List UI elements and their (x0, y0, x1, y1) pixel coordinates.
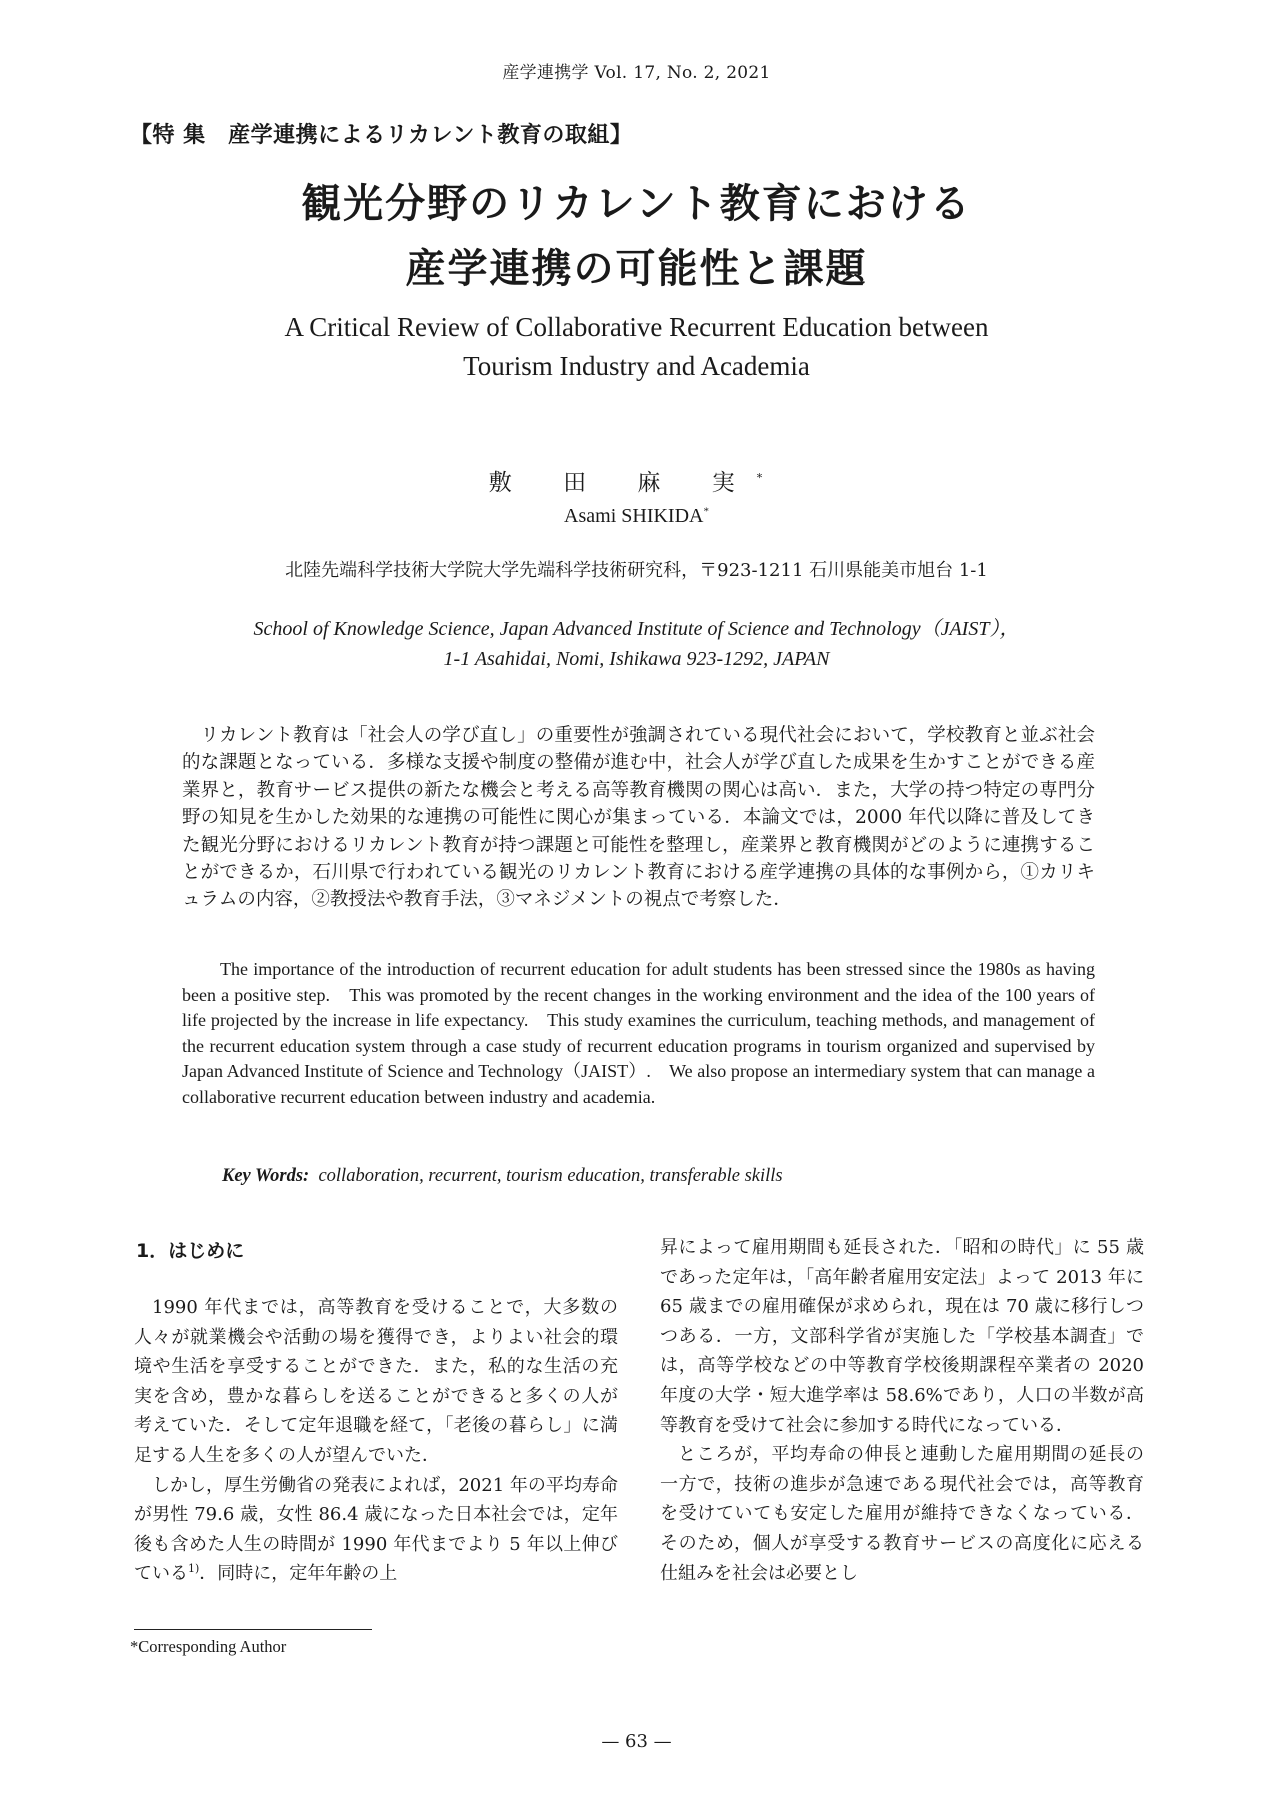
page-number: — 63 — (601, 1731, 672, 1752)
keywords-label: Key Words: (222, 1166, 310, 1186)
affiliation-en-line2: 1-1 Asahidai, Nomi, Ishikawa 923-1292, JAPAN (443, 648, 830, 670)
running-head: 産学連携学 Vol. 17, No. 2, 2021 (502, 63, 771, 83)
author-name-ja (0, 464, 1273, 497)
abstract-ja-text: リカレント教育は「社会人の学び直し」の重要性が強調されている現代社会において，学校教育と並ぶ社会的な課題となっている．多様な支援や制度の整備が進む中，社会人が学び直した成果を生かすことができる産業界と，教育サービス提供の新たな機会と考える高等教育機関の関心は高い．また，大学の持つ特定の専門分野の知見を生かした効果的な連携の可能性に関心が集まっている．本論文では，2000 年代以降に普及してきた観光分野におけるリカレント教育が持つ課題と可能性を整理し，産業界と教育機関がどのように連携することができるか，石川県で行われている観光のリカレント教育における産学連携の具体的な事例から，①カリキュラムの内容，②教授法や教育手法，③マネジメントの視点で考察した． (182, 725, 1095, 911)
title-ja-line2: 産学連携の可能性と課題 (405, 245, 868, 292)
title-ja-line1: 観光分野のリカレント教育における (301, 180, 972, 227)
title-en-line1: A Critical Review of Collaborative Recurrent Education between (284, 312, 989, 342)
body-text: ．同時に，定年年齢の上 (199, 1563, 398, 1585)
body-paragraph (134, 1471, 618, 1589)
body-paragraph: ところが，平均寿命の伸長と連動した雇用期間の延長の一方で，技術の進歩が急速である現代社会では，高等教育を受けていても安定した雇用が維持できなくなっている．そのため，個人が享受する教育サービスの高度化に応える仕組みを社会は必要とし (660, 1444, 1144, 1584)
author-mark: * (756, 471, 785, 485)
abstract-en (182, 957, 1095, 1111)
author-en-mark: * (703, 505, 709, 518)
keywords-text: collaboration, recurrent, tourism education, transferable skills (318, 1166, 783, 1186)
abstract-en-text: The importance of the introduction of recurrent education for adult students has been stressed since the 1980s as having been a positive step. This was promoted by the recent changes in the working environment and the idea of the 100 years of life projected by the increase in life expectancy. This study examines the curriculum, teaching methods, and management of the recurrent education system through a case study of recurrent education programs in tourism organized and supervised by Japan Advanced Institute of Science and Technology（JAIST）. We also propose an intermediary system that can manage a collaborative recurrent education between industry and academia. (182, 959, 1095, 1107)
author-name-ja-text: 敷 田 麻 実 (488, 470, 757, 496)
abstract-ja (182, 722, 1095, 914)
citation-ref: 1) (188, 1562, 200, 1576)
title-en-line2: Tourism Industry and Academia (463, 351, 810, 381)
keywords (222, 1166, 783, 1187)
footnote-divider (134, 1629, 372, 1630)
author-name-en (0, 505, 1273, 528)
special-issue-label: 【特 集 産学連携によるリカレント教育の取組】 (130, 123, 633, 148)
body-paragraph: 昇によって雇用期間も延長された．「昭和の時代」に 55 歳であった定年は，「高年齢者雇用安定法」よって 2013 年に 65 歳までの雇用確保が求められ，現在は 70 歳に移行しつつある．一方，文部科学省が実施した「学校基本調査」では，高等学校などの中等教育学校後期課程卒業者の 2020 年度の大学・短大進学率は 58.6%であり，人口の半数が高等教育を受けて社会に参加する時代になっている． (660, 1237, 1144, 1436)
affiliation-ja: 北陸先端科学技術大学院大学先端科学技術研究科，〒923-1211 石川県能美市旭台 1-1 (285, 560, 988, 581)
body-column-right (660, 1233, 1144, 1588)
body-paragraph: 1990 年代までは，高等教育を受けることで，大多数の人々が就業機会や活動の場を獲得でき，よりよい社会的環境や生活を享受することができた．また，私的な生活の充実を含め，豊かな暮らしを送ることができると多くの人が考えていた．そして定年退職を経て，「老後の暮らし」に満足する人生を多くの人が望んでいた． (134, 1297, 618, 1466)
footnote: *Corresponding Author (130, 1637, 287, 1656)
affiliation-en-line1: School of Knowledge Science, Japan Advanced Institute of Science and Technology（JAIST）， (253, 618, 1020, 640)
affiliation-en (0, 614, 1273, 674)
author-name-en-text: Asami SHIKIDA (564, 505, 704, 527)
section-heading: 1．はじめに (136, 1240, 245, 1262)
body-text: しかし，厚生労働省の発表によれば，2021 年の平均寿命が男性 79.6 歳，女性 86.4 歳になった日本社会では，定年後も含めた人生の時間が 1990 年代までより 5 年以上伸びている (134, 1474, 618, 1585)
title-en (0, 308, 1273, 386)
body-column-left (134, 1293, 618, 1589)
